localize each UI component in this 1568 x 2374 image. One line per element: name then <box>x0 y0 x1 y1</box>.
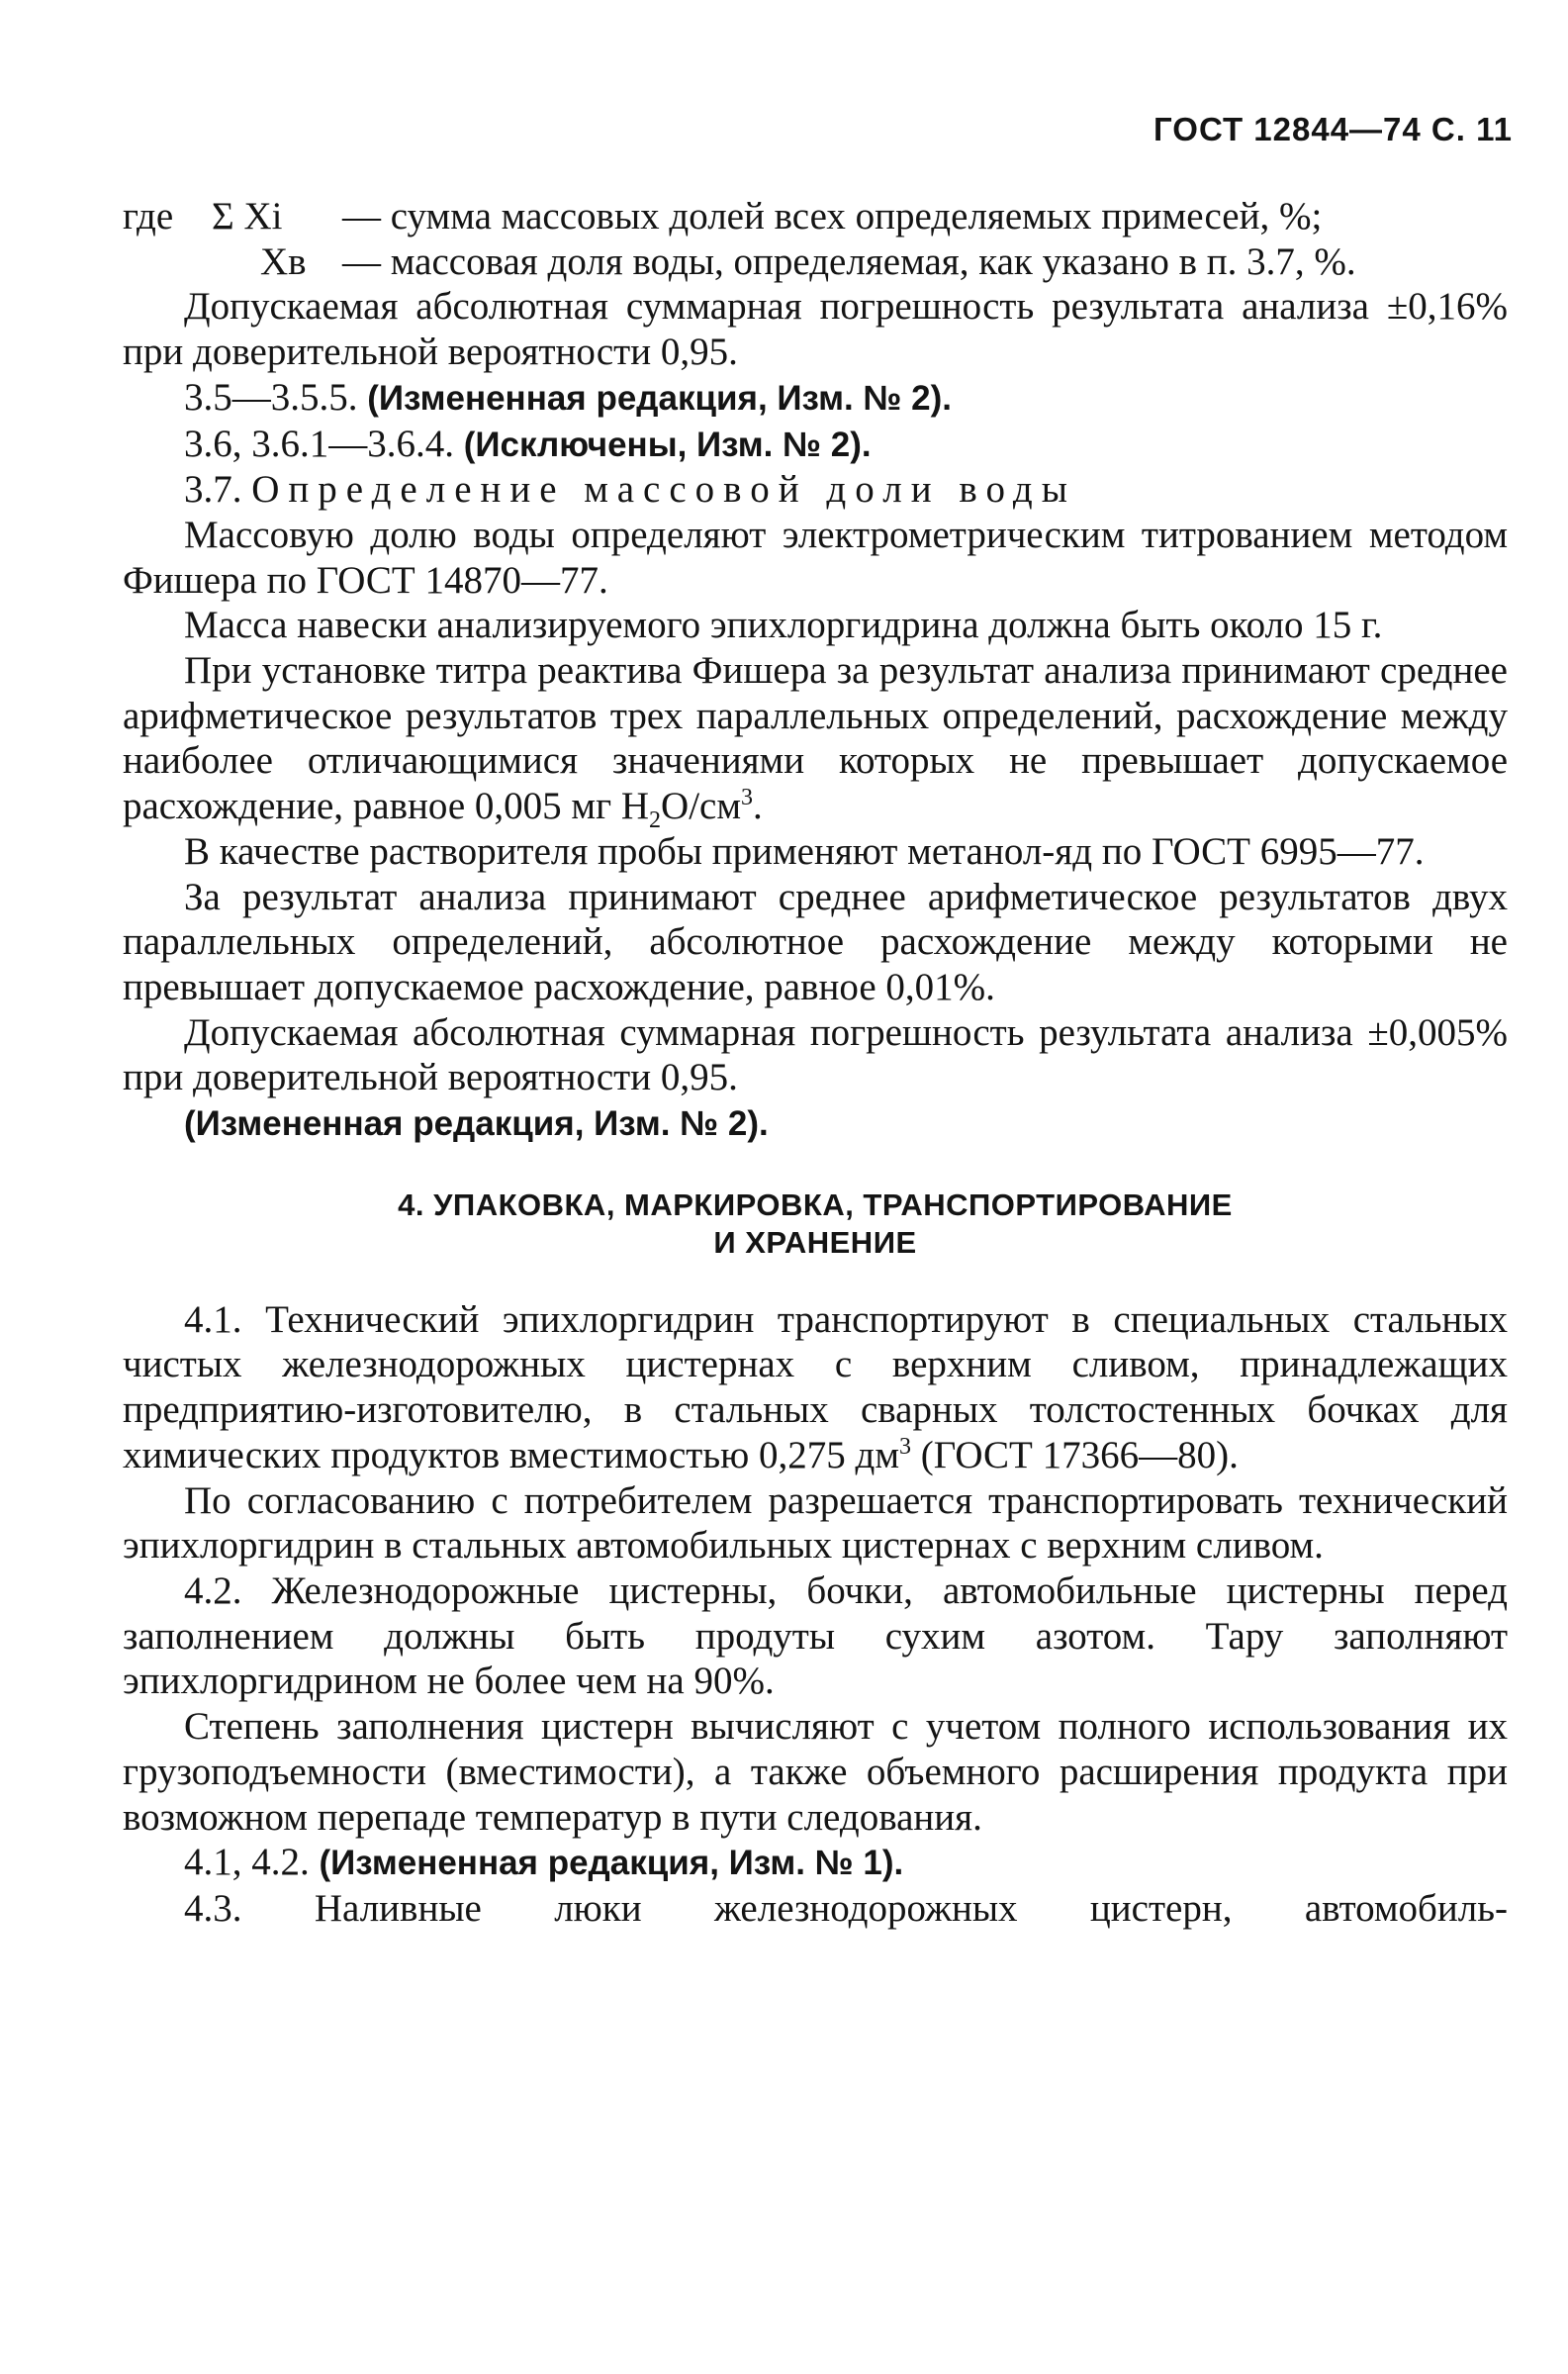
superscript: 3 <box>899 1433 912 1460</box>
clause-number: 3.5—3.5.5. <box>184 375 358 419</box>
paragraph: Массовую долю воды определяют электрометрическим титрованием методом Фишера по ГОСТ 14870—77. <box>123 513 1508 602</box>
clause-title: Определение массовой доли воды <box>251 468 1076 512</box>
paragraph <box>123 648 1508 833</box>
paragraph: Степень заполнения цистерн вычисляют с учетом полного использования их грузоподъемности (вместимости), а также объемного расширения продукта при возможном перепаде температур в пути следования. <box>123 1705 1508 1839</box>
definition-term: Xв <box>260 239 307 283</box>
paragraph: Допускаемая абсолютная суммарная погрешность результата анализа ±0,16% при доверительной вероятности 0,95. <box>123 285 1508 374</box>
document-body <box>123 194 1508 1932</box>
definition-row <box>123 194 1508 239</box>
paragraph: За результат анализа принимают среднее арифметическое результатов двух параллельных определений, абсолютное расхождение между которыми не превышает допускаемое расхождение, равное 0,01%. <box>123 875 1508 1008</box>
paragraph <box>123 467 1508 513</box>
section-heading-line: 4. УПАКОВКА, МАРКИРОВКА, ТРАНСПОРТИРОВАНИЕ <box>398 1187 1233 1222</box>
definition-description: — сумма массовых долей всех определяемых примесей, %; <box>342 195 1323 237</box>
definition-lead: где <box>123 195 174 237</box>
subscript: 2 <box>649 807 662 833</box>
paragraph-text: (ГОСТ 17366—80). <box>911 1433 1239 1476</box>
paragraph-text: . <box>753 785 763 828</box>
clause-number: 3.6, 3.6.1—3.6.4. <box>184 422 454 465</box>
definition-term: Σ Xi <box>212 195 283 237</box>
clause-number: 3.7. <box>184 468 242 512</box>
paragraph: Допускаемая абсолютная суммарная погрешность результата анализа ±0,005% при доверительной вероятности 0,95. <box>123 1010 1508 1099</box>
paragraph: 4.2. Железнодорожные цистерны, бочки, автомобильные цистерны перед заполнением должны быть продуты сухим азотом. Тару заполняют эпихлоргидрином не более чем на 90%. <box>123 1568 1508 1703</box>
amendment-note: (Исключены, Изм. № 2). <box>463 425 872 464</box>
paragraph: В качестве растворителя пробы применяют метанол-яд по ГОСТ 6995—77. <box>184 829 1425 873</box>
definition-row <box>123 239 1508 285</box>
paragraph <box>123 1100 1508 1147</box>
paragraph: По согласованию с потребителем разрешается транспортировать технический эпихлоргидрин в стальных автомобильных цистернах с верхним сливом. <box>123 1478 1508 1567</box>
amendment-note: (Измененная редакция, Изм. № 2). <box>367 378 952 418</box>
paragraph-text: При установке титра реактива Фишера за результат анализа принимают среднее арифметическое результатов трех параллельных определений, расхождение между наиболее отличающимися значениями которых не превышает допускаемое расхождение, равное 0,005 мг H <box>123 649 1508 828</box>
paragraph: 4.3. Наливные люки железнодорожных цистерн, автомобиль- <box>184 1886 1508 1930</box>
clause-number: 4.1, 4.2. <box>184 1841 310 1884</box>
paragraph <box>123 375 1508 422</box>
amendment-note: (Измененная редакция, Изм. № 2). <box>184 1104 769 1144</box>
superscript: 3 <box>741 785 754 811</box>
section-heading <box>123 1187 1508 1262</box>
page-header: ГОСТ 12844—74 С. 11 <box>1153 111 1513 147</box>
paragraph-text: 4.1. Технический эпихлоргидрин транспортируют в специальных стальных чистых железнодорожных цистернах с верхним сливом, принадлежащих предприятию-изготовителю, в стальных сварных толстостенных бочках для химических продуктов вместимостью 0,275 дм <box>123 1297 1508 1476</box>
amendment-note: (Измененная редакция, Изм. № 1). <box>319 1844 904 1883</box>
definition-description: — массовая доля воды, определяемая, как указано в п. 3.7, %. <box>342 239 1356 283</box>
paragraph: Масса навески анализируемого эпихлоргидрина должна быть около 15 г. <box>184 604 1383 647</box>
paragraph <box>123 1297 1508 1478</box>
section-heading-line: И ХРАНЕНИЕ <box>713 1224 917 1260</box>
paragraph <box>123 422 1508 468</box>
paragraph <box>123 1840 1508 1886</box>
paragraph-text: O/см <box>661 785 742 828</box>
